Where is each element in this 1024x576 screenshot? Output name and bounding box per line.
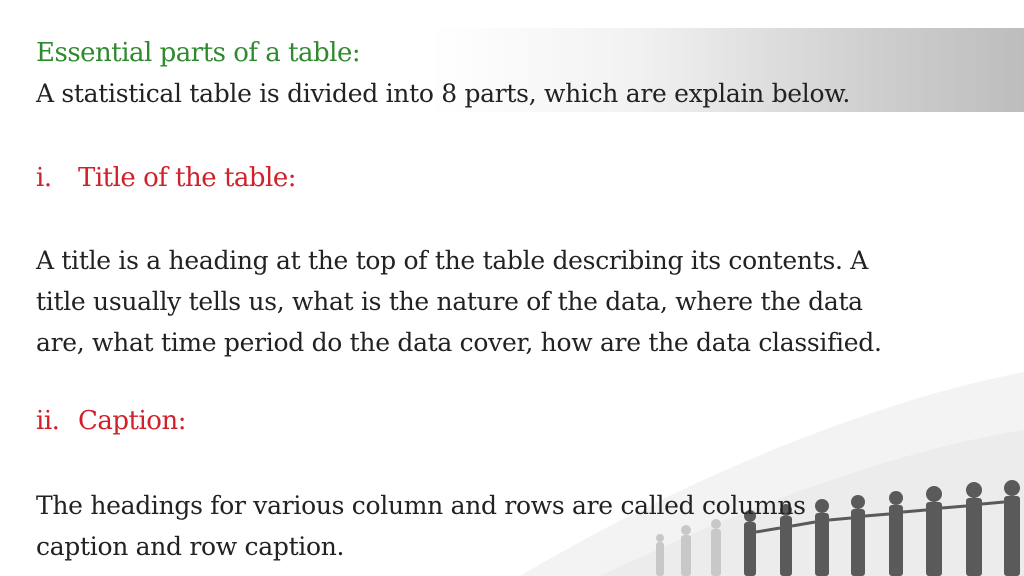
body-line: caption and row caption. <box>36 532 345 561</box>
body-line: A title is a heading at the top of the table describing its contents. A <box>36 246 869 275</box>
section-title: Caption: <box>78 406 186 436</box>
section-caption <box>36 406 186 436</box>
section-number: ii. <box>36 406 60 436</box>
section-number: i. <box>36 163 52 193</box>
body-line: are, what time period do the data cover, how are the data classified. <box>36 328 882 357</box>
body-line: The headings for various column and rows are called columns <box>36 491 806 520</box>
section-body-title <box>36 240 986 363</box>
section-title-of-table <box>36 163 296 193</box>
section-body-caption <box>36 485 916 567</box>
slide-intro: A statistical table is divided into 8 parts, which are explain below. <box>36 79 851 108</box>
slide-heading: Essential parts of a table: <box>36 38 361 68</box>
body-line: title usually tells us, what is the nature of the data, where the data <box>36 287 863 316</box>
section-title: Title of the table: <box>78 163 297 193</box>
